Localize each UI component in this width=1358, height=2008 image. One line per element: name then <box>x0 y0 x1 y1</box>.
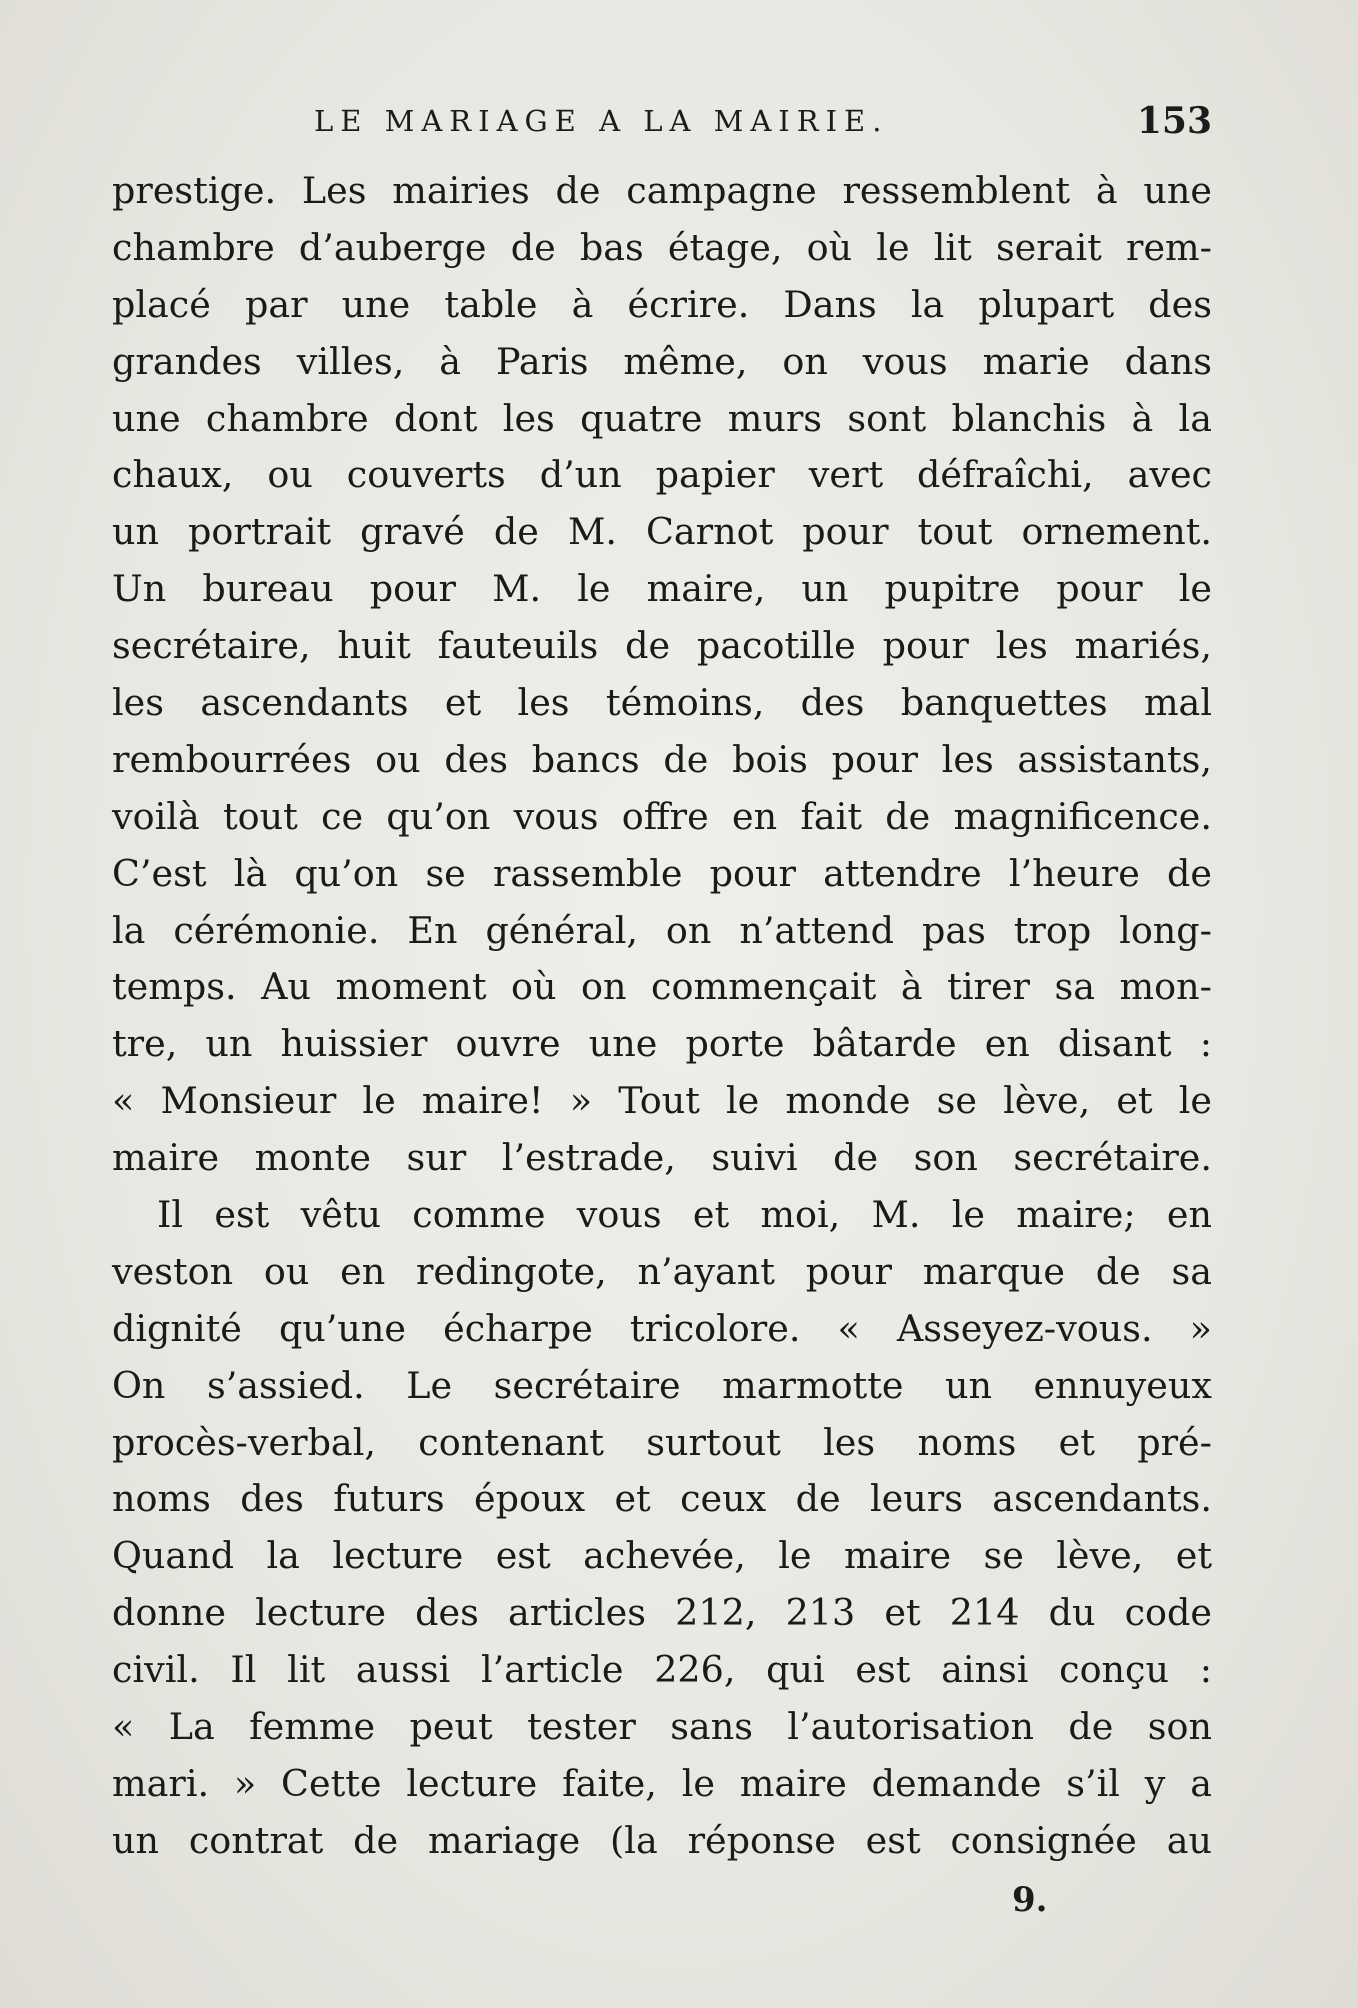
text-line: prestige. Les mairies de campagne ressemblent à une <box>112 169 1212 212</box>
text-line: voilà tout ce qu’on vous offre en fait de magnificence. <box>112 794 1212 838</box>
text-line: On s’assied. Le secrétaire marmotte un ennuyeux <box>112 1363 1212 1407</box>
text-line: Quand la lecture est achevée, le maire se lève, et <box>112 1534 1212 1578</box>
text-line: chaux, ou couverts d’un papier vert défraîchi, avec <box>112 453 1212 497</box>
text-line: tre, un huissier ouvre une porte bâtarde en disant : <box>112 1022 1212 1066</box>
text-line: Il est vêtu comme vous et moi, M. le maire; en <box>157 1193 1212 1237</box>
text-line: rembourrées ou des bancs de bois pour les assistants, <box>112 737 1212 781</box>
signature-mark: 9. <box>1012 1880 1048 1920</box>
text-line: procès-verbal, contenant surtout les noms et pré- <box>112 1420 1212 1464</box>
text-line: un contrat de mariage (la réponse est consignée au <box>112 1818 1212 1862</box>
text-line: C’est là qu’on se rassemble pour attendre l’heure de <box>112 851 1212 895</box>
text-line: la cérémonie. En général, on n’attend pas trop long- <box>112 908 1212 952</box>
text-line: donne lecture des articles 212, 213 et 214 du code <box>112 1591 1212 1635</box>
text-line: maire monte sur l’estrade, suivi de son secrétaire. <box>112 1136 1212 1180</box>
text-line: les ascendants et les témoins, des banquettes mal <box>112 681 1212 725</box>
text-line: dignité qu’une écharpe tricolore. « Asseyez-vous. » <box>112 1306 1212 1350</box>
text-line: chambre d’auberge de bas étage, où le lit serait rem- <box>112 225 1212 269</box>
page-header <box>112 100 1212 150</box>
text-line: veston ou en redingote, n’ayant pour marque de sa <box>112 1249 1212 1293</box>
text-line: noms des futurs époux et ceux de leurs ascendants. <box>112 1477 1212 1521</box>
running-title: LE MARIAGE A LA MAIRIE. <box>314 104 889 138</box>
text-line: « Monsieur le maire! » Tout le monde se lève, et le <box>112 1079 1212 1123</box>
text-line: grandes villes, à Paris même, on vous marie dans <box>112 339 1212 383</box>
body-text <box>112 163 1212 1870</box>
text-line: une chambre dont les quatre murs sont blanchis à la <box>112 396 1212 440</box>
page-number: 153 <box>1136 100 1212 142</box>
text-line: civil. Il lit aussi l’article 226, qui est ainsi conçu : <box>112 1648 1212 1692</box>
text-line: mari. » Cette lecture faite, le maire demande s’il y a <box>112 1761 1212 1805</box>
text-line: secrétaire, huit fauteuils de pacotille pour les mariés, <box>112 624 1212 668</box>
text-line: temps. Au moment où on commençait à tirer sa mon- <box>112 965 1212 1009</box>
text-line: un portrait gravé de M. Carnot pour tout ornement. <box>112 510 1212 554</box>
text-line: placé par une table à écrire. Dans la plupart des <box>112 282 1212 326</box>
text-line: « La femme peut tester sans l’autorisation de son <box>112 1705 1212 1749</box>
text-line: Un bureau pour M. le maire, un pupitre pour le <box>112 567 1212 611</box>
